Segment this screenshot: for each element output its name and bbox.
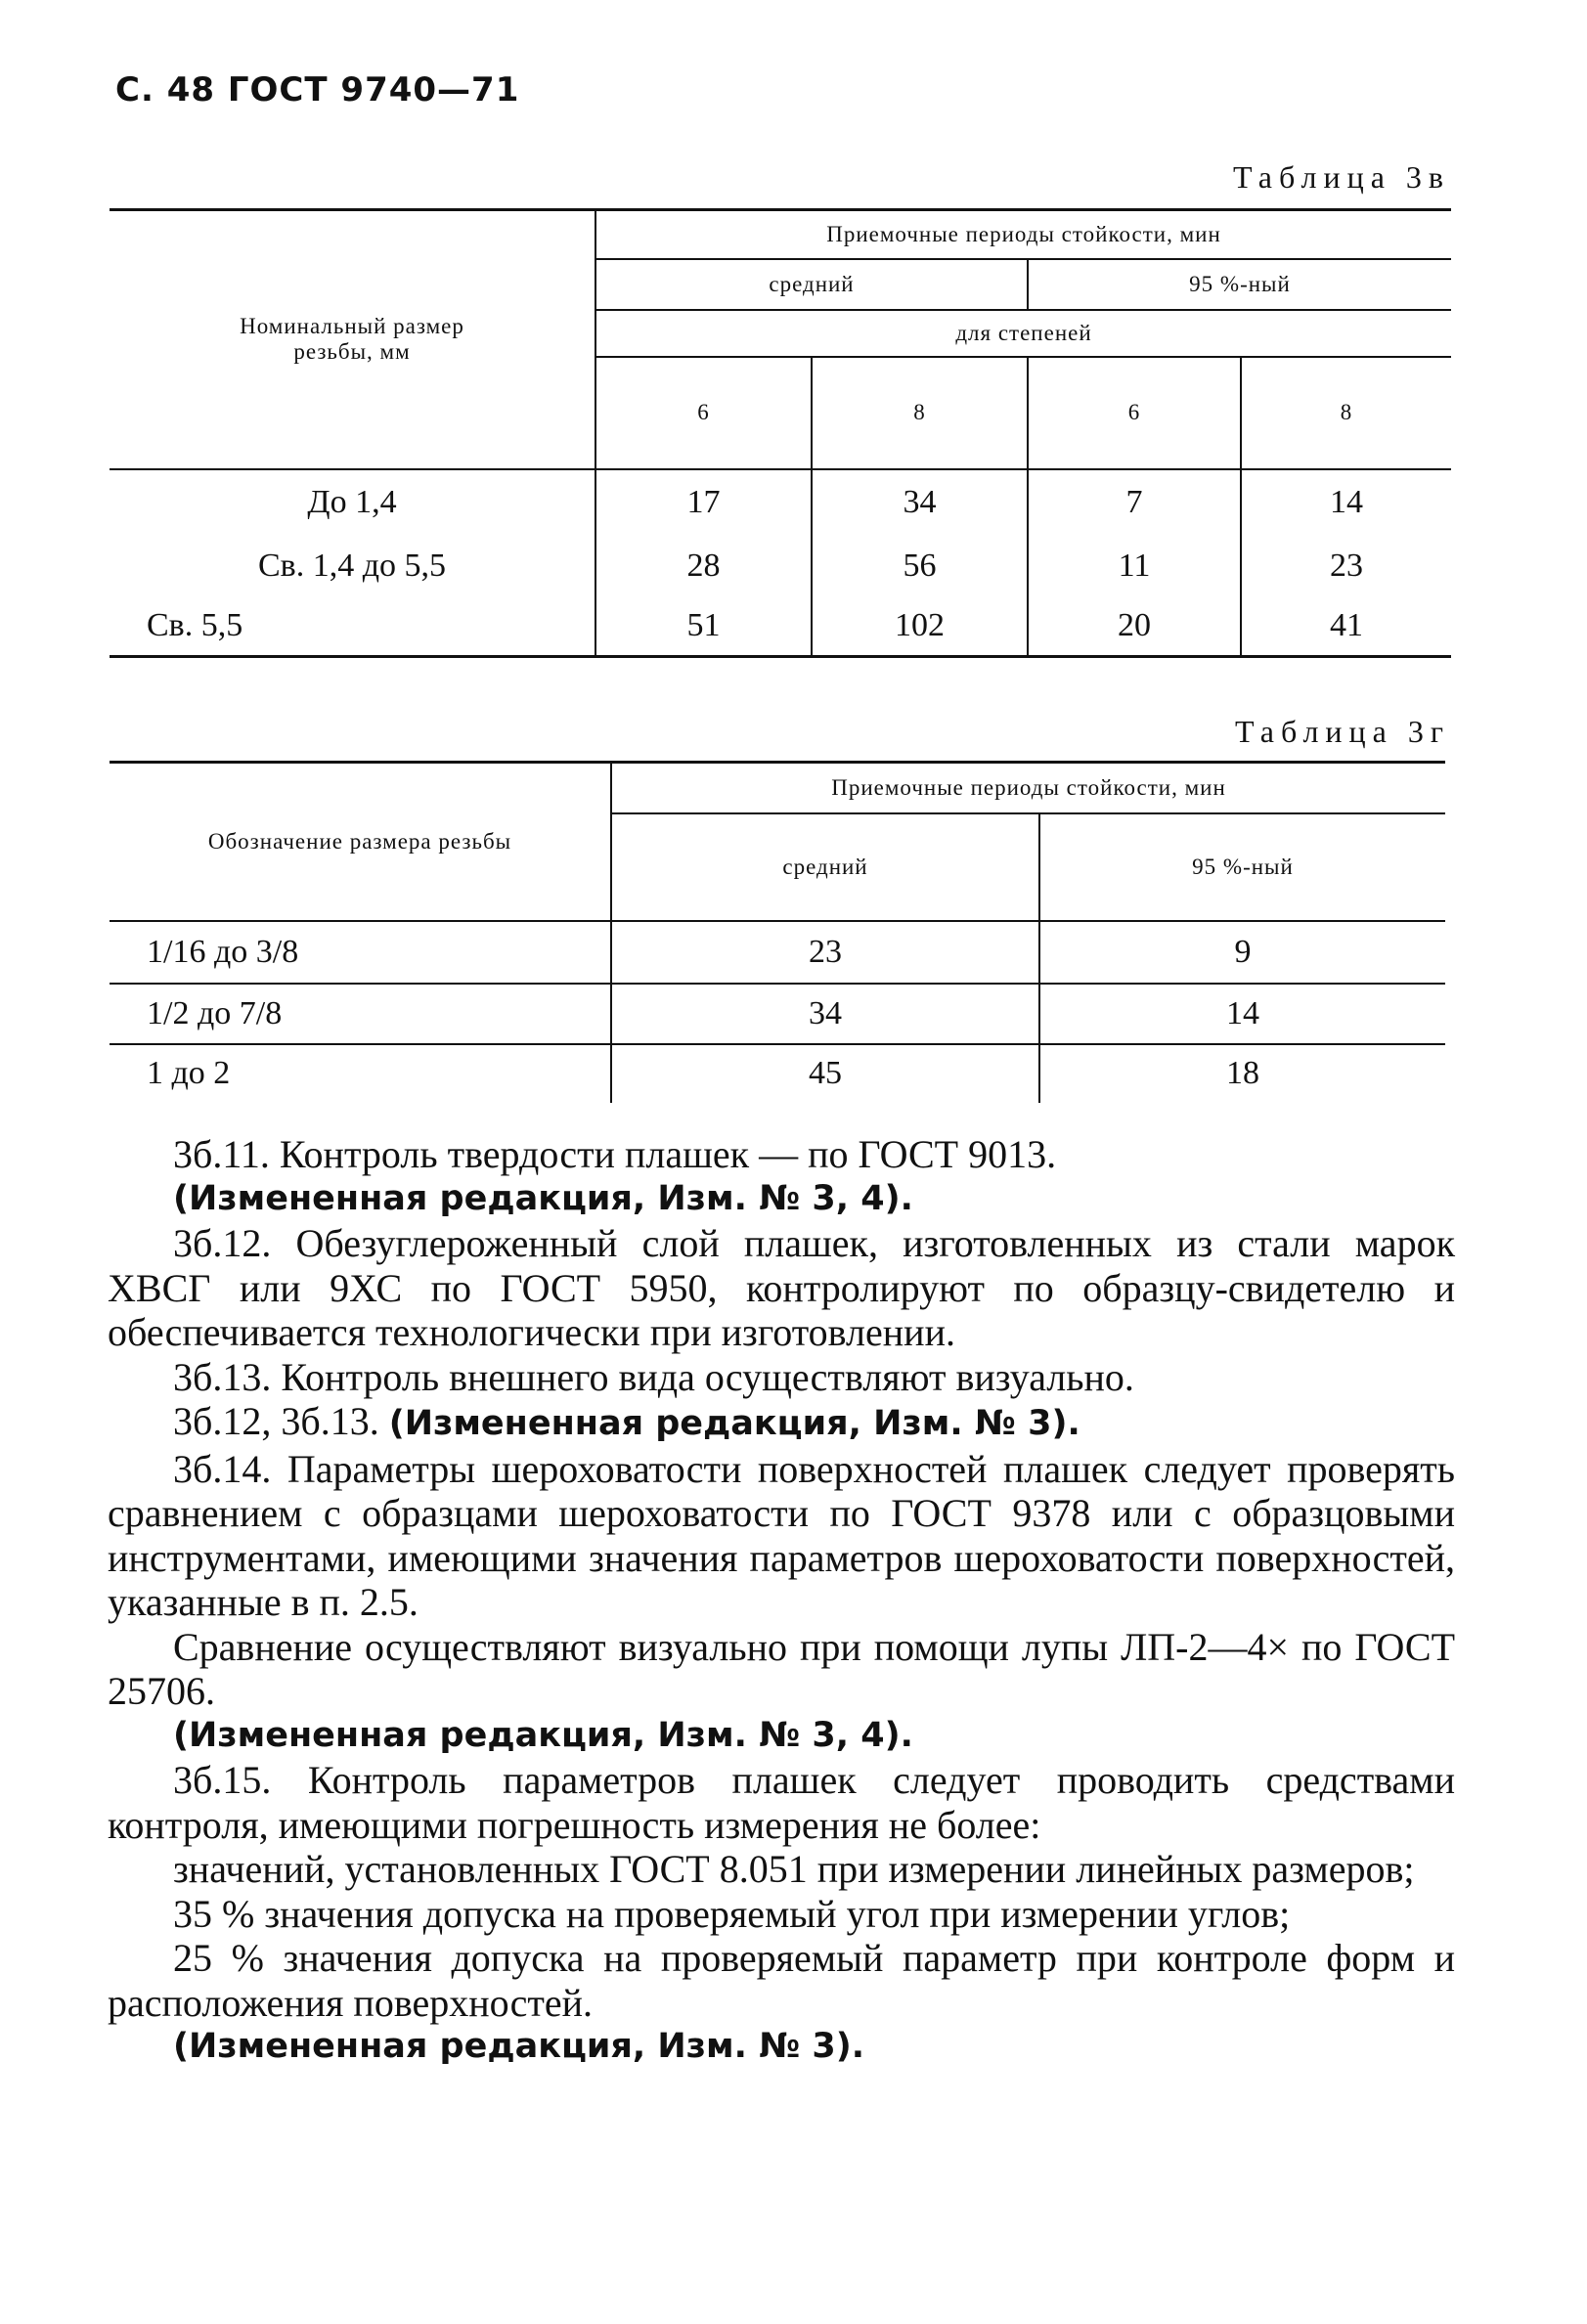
table-row [110, 1044, 1445, 1103]
paragraph-3b12-3b13-note [108, 1399, 1455, 1447]
table-3v-cell: 28 [595, 536, 812, 596]
paragraph-3b11: 3б.11. Контроль твердости плашек — по ГОСТ 9013. [173, 1132, 1057, 1176]
amendment-note: (Измененная редакция, Изм. № 3, 4). [173, 1715, 913, 1755]
table-3g-column-label: Обозначение размера резьбы [207, 828, 512, 854]
list-item-linear: значений, установленных ГОСТ 8.051 при измерении линейных размеров; [173, 1847, 1415, 1891]
table-3g-group-label: Приемочные периоды стойкости, мин [611, 763, 1445, 813]
paragraph-3b14: 3б.14. Параметры шероховатости поверхностей плашек следует проверять сравнением с образцами шероховатости по ГОСТ 9378 или с образцовыми инструментами, имеющими значения параметров шероховатости поверхностей, указанные в п. 2.5. [108, 1446, 1455, 1624]
table-3v-degree: 6 [1028, 357, 1241, 469]
table-3v-row-label: До 1,4 [307, 484, 397, 520]
table-3v-mean-header: средний [595, 259, 1028, 310]
table-3v [110, 208, 1451, 658]
table-row [110, 596, 1451, 657]
table-3v-cell: 51 [595, 596, 812, 657]
paragraph-comparison: Сравнение осуществляют визуально при помощи лупы ЛП-2—4× по ГОСТ 25706. [108, 1624, 1455, 1713]
page-header: С. 48 ГОСТ 9740—71 [115, 70, 520, 110]
table-3v-cell: 11 [1028, 536, 1241, 596]
table-3v-degree: 8 [812, 357, 1028, 469]
paragraph-3b13: 3б.13. Контроль внешнего вида осуществляют визуально. [173, 1354, 1134, 1399]
table-3v-degree: 8 [1241, 357, 1451, 469]
table-3v-cell: 7 [1028, 469, 1241, 536]
table-3v-cell: 14 [1241, 469, 1451, 536]
table-3g-cell: 34 [611, 984, 1039, 1044]
table-3v-cell: 23 [1241, 536, 1451, 596]
amendment-note: (Измененная редакция, Изм. № 3, 4). [173, 1178, 913, 1218]
table-3v-degrees-label: для степеней [595, 310, 1451, 357]
amendment-note: (Измененная редакция, Изм. № 3). [173, 2027, 865, 2066]
table-3g-row-label: 1/2 до 7/8 [147, 994, 283, 1031]
table-3g-95-header: 95 %-ный [1039, 813, 1445, 921]
table-row [110, 536, 1451, 596]
table-3v-cell: 20 [1028, 596, 1241, 657]
list-item-angle: 35 % значения допуска на проверяемый угол при измерении углов; [173, 1891, 1291, 1936]
table-3v-cell: 41 [1241, 596, 1451, 657]
table-row [110, 984, 1445, 1044]
table-3g-row-label: 1/16 до 3/8 [147, 933, 299, 970]
amendment-note: (Измененная редакция, Изм. № 3). [388, 1404, 1080, 1443]
table-3g-caption: Таблица 3г [1235, 714, 1450, 749]
table-3v-row-label: Св. 1,4 до 5,5 [257, 547, 447, 584]
table-3g-row-label: 1 до 2 [147, 1055, 231, 1091]
table-row [110, 469, 1451, 536]
table-3g [110, 761, 1445, 1103]
list-item-form: 25 % значения допуска на проверяемый параметр при контроле форм и расположения поверхностей. [108, 1936, 1455, 2025]
table-3v-column-label: Номинальный размер резьбы, мм [240, 314, 464, 365]
table-3g-cell: 14 [1039, 984, 1445, 1044]
table-3g-mean-header: средний [611, 813, 1039, 921]
table-3v-cell: 17 [595, 469, 812, 536]
table-3g-cell: 9 [1039, 921, 1445, 984]
table-3v-95-header: 95 %-ный [1028, 259, 1451, 310]
table-3v-cell: 102 [812, 596, 1028, 657]
table-row [110, 921, 1445, 984]
note-ref: 3б.12, 3б.13. [173, 1399, 389, 1443]
paragraph-3b12: 3б.12. Обезуглероженный слой плашек, изготовленных из стали марок ХВСГ или 9ХС по ГОСТ 5950, контролируют по образцу-свидетелю и обеспечивается технологически при изготовлении. [108, 1221, 1455, 1354]
table-3v-degree: 6 [595, 357, 812, 469]
table-3v-row-label: Св. 5,5 [147, 606, 243, 643]
table-3v-cell: 34 [812, 469, 1028, 536]
paragraph-3b15: 3б.15. Контроль параметров плашек следует проводить средствами контроля, имеющими погрешность измерения не более: [108, 1758, 1455, 1847]
table-3v-cell: 56 [812, 536, 1028, 596]
table-3v-group-label: Приемочные периоды стойкости, мин [595, 210, 1451, 259]
table-3g-cell: 23 [611, 921, 1039, 984]
table-3g-cell: 18 [1039, 1044, 1445, 1103]
table-3v-caption: Таблица 3в [1233, 159, 1450, 195]
body-text [108, 1132, 1455, 2070]
table-3g-cell: 45 [611, 1044, 1039, 1103]
